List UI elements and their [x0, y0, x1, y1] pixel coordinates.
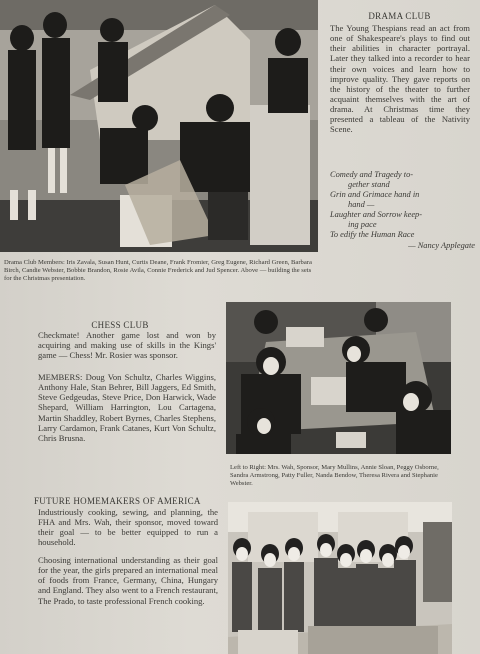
poem-line: To edify the Human Race — [330, 230, 415, 240]
fha-photo-caption: Left to Right: Mrs. Wah, Sponsor, Mary Mullins, Annie Sloan, Peggy Osborne, Sandra Armstrong, Patty Fuller, Nanda Bendow, Theresa Rivera and Stephanie Webster. — [230, 464, 439, 488]
chess-club-intro: Checkmate! Another game lost and won by acquiring and making use of skills in the Kings' game — Chess! Mr. Rosier was sponsor. — [38, 330, 216, 361]
poem-line: Comedy and Tragedy to- — [330, 170, 414, 179]
poem-author: — Nancy Applegate — [408, 240, 475, 250]
fha-photo — [228, 502, 452, 654]
poem-line: gether stand — [348, 180, 390, 190]
fha-title: FUTURE HOMEMAKERS OF AMERICA — [34, 496, 201, 506]
fha-body-1: Industriously cooking, sewing, and planning, the FHA and Mrs. Wah, their sponsor, moved toward their goal — to be better equipped to run a household. — [38, 507, 218, 548]
drama-club-photo — [0, 0, 318, 252]
fha-body-2: Choosing international understanding as their goal for the year, the girls prepared an international meal of foods from France, Germany, China, Hungary and England. They also went to a French restaurant, The Prado, to taste professional French cooking. — [38, 555, 218, 606]
poem-line: hand — — [348, 200, 375, 210]
drama-club-poem — [330, 170, 475, 251]
poem-line: Grin and Grimace hand in — [330, 190, 420, 200]
drama-club-title: DRAMA CLUB — [368, 11, 431, 21]
poem-line: ing pace — [348, 220, 377, 230]
poem-line: Laughter and Sorrow keep- — [330, 210, 423, 220]
chess-club-title: CHESS CLUB — [91, 320, 149, 330]
drama-club-body: The Young Thespians read an act from one of Shakespeare's plays to find out their abilities in character portrayal. Later they talked into a recorder to hear their own voices and learn how to improve quality. They gave reports on the history of the theater to further acquaint themselves with the art of drama. At Christmas time they presented a tableau of the Nativity Scene. — [330, 23, 470, 135]
chess-club-members: MEMBERS: Doug Von Schultz, Charles Wiggins, Anthony Hale, Stan Behrer, Bill Jaggers, Ed Smith, Steve Gedgeudas, Steve Price, Don Harwick, Wade Shepard, William Harrington, Lou Cartagena, Martin Shaddley, Robert Byrnes, Charles Stephens, Larry Cardamon, Frank Catanes, Kurt Von Schultz, Chris Brusna. — [38, 372, 216, 443]
chess-club-photo — [226, 302, 451, 454]
drama-club-caption: Drama Club Members: Iris Zavala, Susan Hunt, Curtis Deane, Frank Fromier, Greg Eugene, Richard Green, Barbara Birch, Candie Webster, Bobbie Brandon, Rosie Avila, Connie Frederick and Jud Spencer. Above — building the sets for the Christmas presentation. — [4, 259, 312, 283]
